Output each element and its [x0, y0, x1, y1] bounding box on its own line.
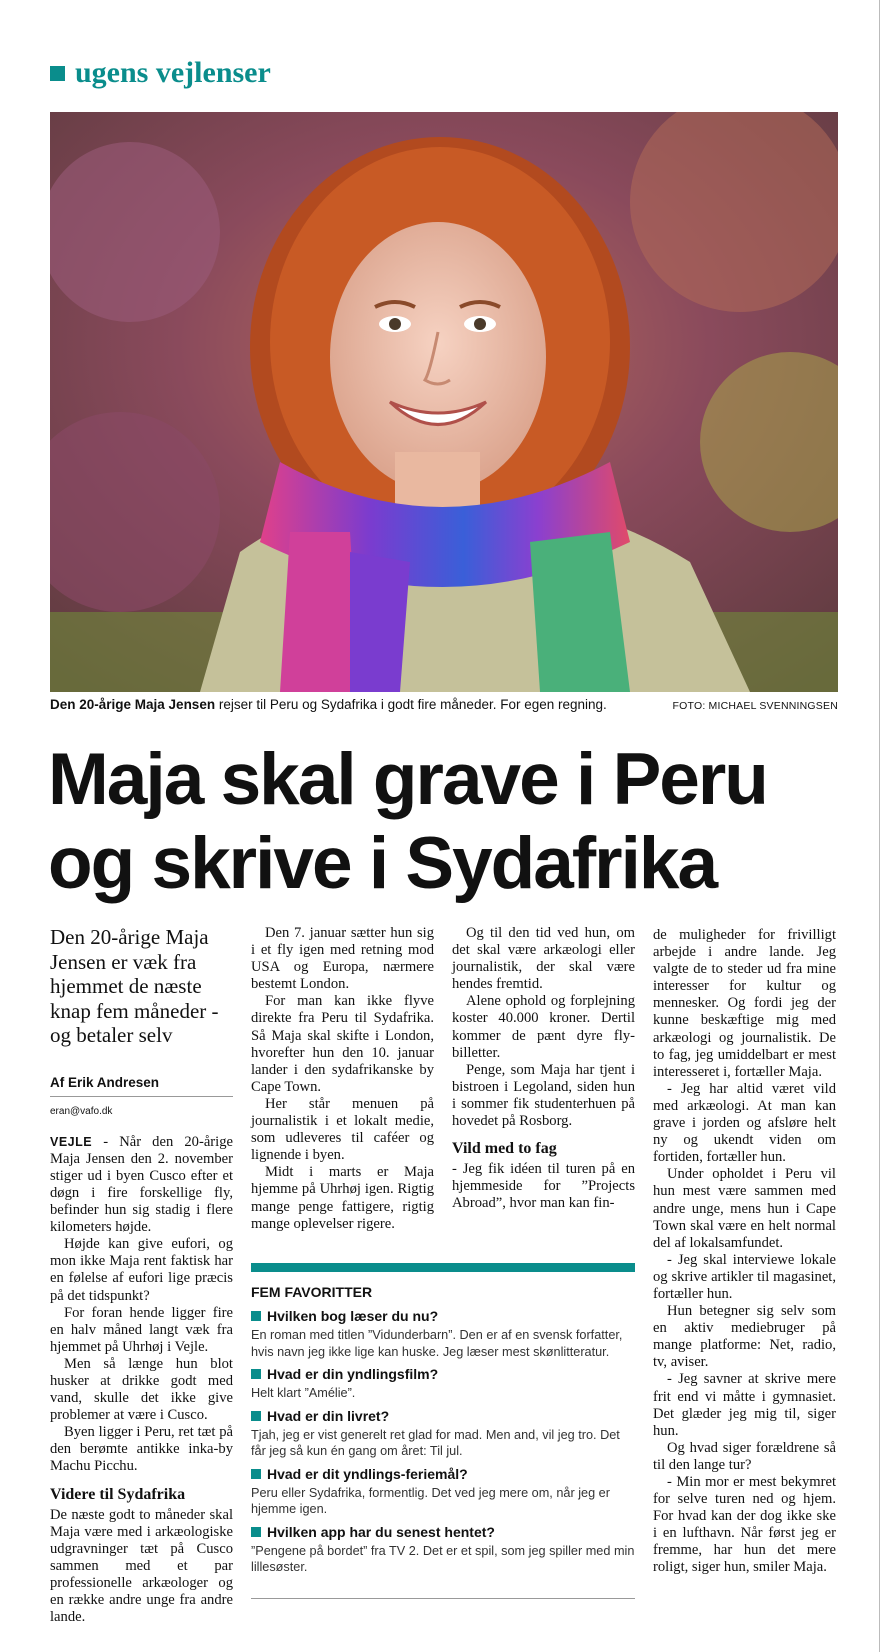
favorite-question	[251, 1366, 635, 1382]
photo-caption	[50, 697, 838, 712]
favorite-question	[251, 1408, 635, 1424]
paragraph-text: - Når den 20-årige Maja Jensen den 2. november stiger ud i byen Cusco efter et døgn i fire forskellige fly, befinder hun sig stadig i flere kilometers højde.	[50, 1133, 233, 1236]
caption-rest: rejser til Peru og Sydafrika i godt fire måneder. For egen regning.	[215, 697, 607, 712]
portrait-illustration	[50, 112, 838, 692]
caption-text	[50, 697, 607, 712]
paragraph: - Min mor er mest bekymret for selve turen ned og hjem. For hvad kan der dog ikke ske i en lufthavn. Når først jeg er fremme, har hun det mere roligt, siger hun, smiler Maja.	[653, 1474, 836, 1576]
paragraph: Men så længe hun blot husker at drikke godt med vand, skulle det ikke give problemer at være i Cusco.	[50, 1355, 233, 1424]
favorite-answer: Peru eller Sydafrika, formentlig. Det ved jeg mere om, når jeg er hjemme igen.	[251, 1485, 610, 1516]
question-text: Hvilken app har du senest hentet?	[267, 1523, 495, 1540]
favorites-bottom-rule	[251, 1598, 635, 1599]
paragraph: - Jeg fik idéen til turen på en hjemmeside for ”Projects Abroad”, hvor man kan fin-	[452, 1161, 635, 1212]
byline: Af Erik Andresen	[50, 1074, 233, 1097]
section-square-icon	[50, 66, 65, 81]
favorites-top-bar	[251, 1263, 635, 1272]
paragraph: Her står menuen på journalistik i et lokalt medie, som udleveres til caféer og lignende i byen.	[251, 1095, 434, 1164]
paragraph: Den 7. januar sætter hun sig i et fly igen med retning mod USA og Europa, nærmere bestemt London.	[251, 925, 434, 993]
paragraph: de muligheder for frivilligt arbejde i andre lande. Jeg valgte de to steder ud fra mine interesser for kultur og mennesker. Og fordi jeg der kunne beskæftige mig med arkæologi og journalistik. De to fag, jeg umiddelbart er mest interesseret i, fortæller Maja.	[653, 927, 836, 1080]
paragraph: De næste godt to måneder skal Maja være med i arkæologiske udgravninger tæt på Cusco sammen med et par professionelle arkæologer og en række andre unge fra andre lande.	[50, 1506, 233, 1626]
paragraph: Hun betegner sig selv som en aktiv mediebruger på mange platforme: Net, radio, tv, aviser.	[653, 1303, 836, 1371]
paragraph: - Jeg skal interviewe lokale og skrive artikler til magasinet, fortæller hun.	[653, 1251, 836, 1302]
article-column-4	[653, 927, 836, 1577]
article-column-1	[50, 925, 233, 1626]
paragraph: For foran hende ligger fire en halv måned langt væk fra hjemmet på Uhrhøj i Vejle.	[50, 1304, 233, 1355]
favorites-box	[251, 1263, 635, 1599]
paragraph: Alene ophold og forplejning koster 40.000 kroner. Dertil kommer de pænt dyre fly-billetter.	[452, 993, 635, 1061]
paragraph: - Jeg savner at skrive mere frit end vi måtte i gymnasiet. Det glæder jeg mig til, siger hun.	[653, 1371, 836, 1439]
dateline: VEJLE	[50, 1134, 93, 1149]
section-label	[50, 56, 271, 90]
paragraph: Under opholdet i Peru vil hun mest være sammen med andre unge, mens hun i Cape Town skal være en helt normal del af lokalsamfundet.	[653, 1166, 836, 1251]
favorite-answer: Helt klart ”Amélie”.	[251, 1386, 356, 1400]
square-bullet-icon	[251, 1527, 261, 1537]
paragraph: Byen ligger i Peru, ret tæt på den berømte antikke inka-by Machu Picchu.	[50, 1424, 233, 1475]
square-bullet-icon	[251, 1411, 261, 1421]
page-edge-line	[879, 0, 880, 1652]
section-label-text: ugens vejlenser	[75, 56, 271, 89]
subhead: Videre til Sydafrika	[50, 1485, 186, 1503]
question-text: Hvad er dit yndlings-feriemål?	[267, 1465, 468, 1482]
paragraph: For man kan ikke flyve direkte fra Peru til Sydafrika. Så Maja skal skifte i London, hvorefter hun den 10. januar lander i den sydafrikanske by Cape Town.	[251, 993, 434, 1095]
question-text: Hvad er din livret?	[267, 1407, 390, 1424]
article-column-3	[452, 925, 635, 1213]
paragraph	[50, 1134, 233, 1237]
portrait-photo	[50, 112, 838, 692]
square-bullet-icon	[251, 1469, 261, 1479]
favorite-question	[251, 1524, 635, 1540]
photo-credit: FOTO: MICHAEL SVENNINGSEN	[672, 700, 838, 712]
subhead: Vild med to fag	[452, 1140, 557, 1158]
article-column-2	[251, 925, 434, 1233]
favorite-question	[251, 1466, 635, 1482]
favorite-question	[251, 1308, 635, 1324]
question-text: Hvad er din yndlingsfilm?	[267, 1366, 439, 1382]
favorite-answer: ”Pengene på bordet” fra TV 2. Det er et spil, som jeg spiller med min lillesøster.	[251, 1543, 635, 1574]
lead-text: Den 20-årige Maja Jensen er væk fra hjemmet de næste knap fem måneder - og betaler selv	[50, 925, 219, 1047]
headline	[48, 738, 848, 906]
paragraph: Midt i marts er Maja hjemme på Uhrhøj igen. Rigtig mange penge fattigere, rigtig mange oplevelser rigere.	[251, 1164, 434, 1232]
favorite-answer: En roman med titlen ”Vidunderbarn”. Den er af en svensk forfatter, hvis navn jeg ikke lige kan huske. Jeg læser mest skønlitteratur.	[251, 1328, 623, 1359]
favorite-answer: Tjah, jeg er vist generelt ret glad for mad. Men and, vil jeg tro. Det får jeg så kun én gang om året: Til jul.	[251, 1427, 620, 1458]
question-text: Hvilken bog læser du nu?	[267, 1308, 439, 1324]
paragraph: Og hvad siger forældrene så til den lange tur?	[653, 1439, 836, 1473]
square-bullet-icon	[251, 1311, 261, 1321]
paragraph: Højde kan give eufori, og mon ikke Maja rent faktisk har en følelse af eufori lige præcis på det tidspunkt?	[50, 1236, 233, 1304]
author-email: eran@vafo.dk	[50, 1105, 113, 1117]
headline-line-1: Maja skal grave i Peru	[48, 739, 767, 820]
paragraph: Penge, som Maja har tjent i bistroen i Legoland, siden hun i sommer fik studenterhuen på hovedet på Rosborg.	[452, 1061, 635, 1130]
headline-line-2: og skrive i Sydafrika	[48, 823, 717, 904]
caption-bold: Den 20-årige Maja Jensen	[50, 697, 216, 712]
square-bullet-icon	[251, 1369, 261, 1379]
paragraph: Og til den tid ved hun, om det skal være arkæologi eller journalistik, der skal være hendes fremtid.	[452, 925, 635, 993]
favorites-title: FEM FAVORITTER	[251, 1284, 373, 1300]
paragraph: - Jeg har altid været vild med arkæologi. At man kan grave i jorden og afsløre helt ny og ukendt viden om fortiden, fortæller hun.	[653, 1080, 836, 1166]
